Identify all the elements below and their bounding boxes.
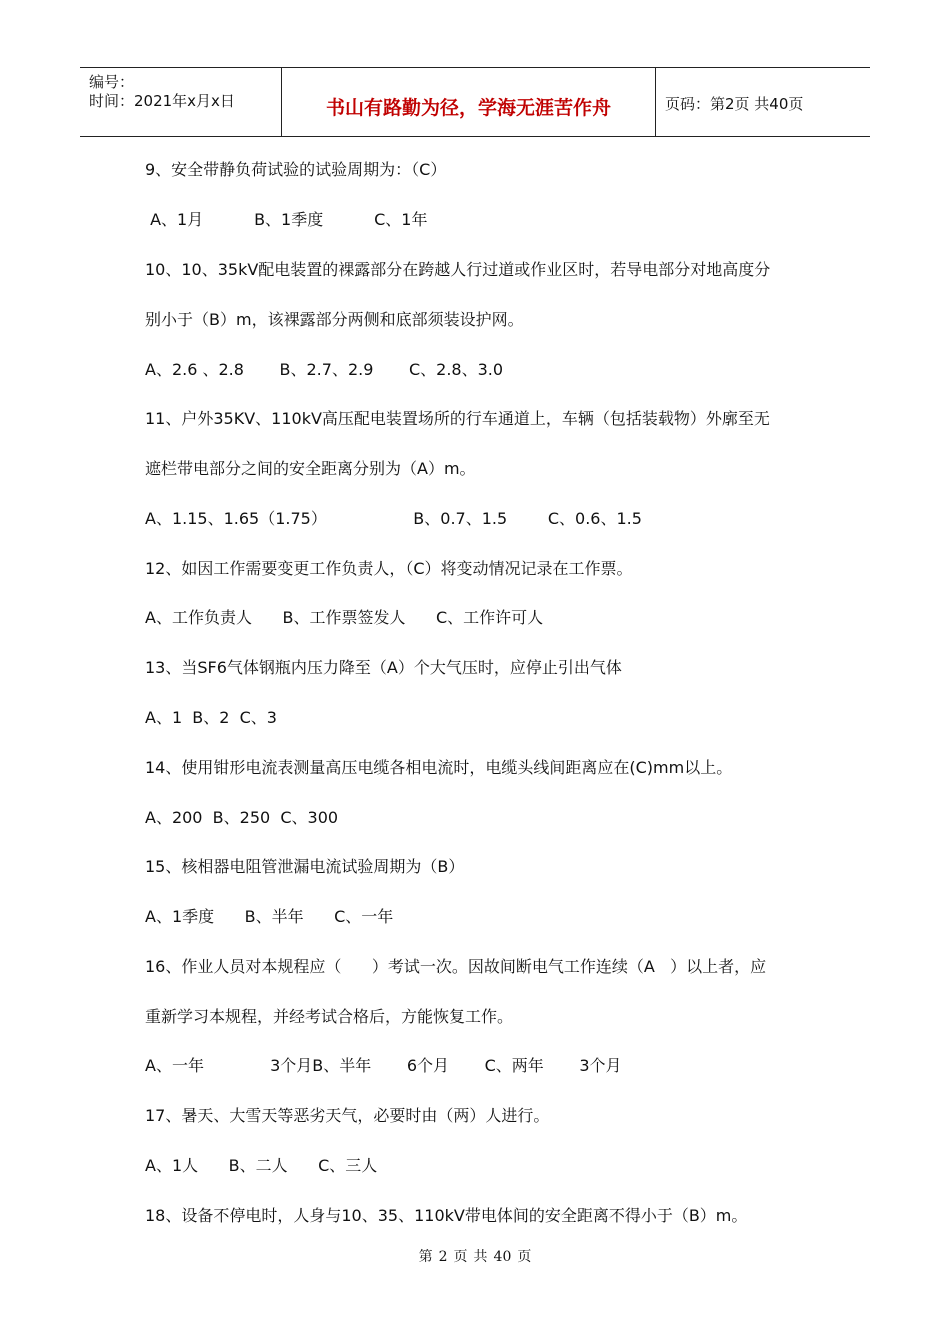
question-11-line-2: 遮栏带电部分之间的安全距离分别为（A）m。 bbox=[145, 459, 476, 478]
question-18: 18、设备不停电时，人身与10、35、110kV带电体间的安全距离不得小于（B）m。 bbox=[145, 1206, 748, 1225]
question-16-line-2: 重新学习本规程，并经考试合格后，方能恢复工作。 bbox=[145, 1007, 514, 1026]
question-13: 13、当SF6气体钢瓶内压力降至（A）个大气压时，应停止引出气体 bbox=[145, 658, 622, 677]
header-page-number: 页码：第2页 共40页 bbox=[665, 95, 804, 113]
question-12: 12、如因工作需要变更工作负责人，（C）将变动情况记录在工作票。 bbox=[145, 559, 633, 578]
question-14: 14、使用钳形电流表测量高压电缆各相电流时，电缆头线间距离应在(C)mm以上。 bbox=[145, 758, 733, 777]
options-13: A、1 B、2 C、3 bbox=[145, 708, 277, 727]
header-meta-cell bbox=[80, 68, 281, 136]
question-10-line-2: 别小于（B）m，该裸露部分两侧和底部须装设护网。 bbox=[145, 310, 524, 329]
question-16-line-1: 16、作业人员对本规程应（ ）考试一次。因故间断电气工作连续（A ）以上者，应 bbox=[145, 957, 767, 976]
question-10-line-1: 10、10、35kV配电装置的裸露部分在跨越人行过道或作业区时，若导电部分对地高度分 bbox=[145, 260, 771, 279]
options-9: A、1月 B、1季度 C、1年 bbox=[145, 210, 428, 229]
options-12: A、工作负责人 B、工作票签发人 C、工作许可人 bbox=[145, 608, 544, 627]
options-10: A、2.6 、2.8 B、2.7、2.9 C、2.8、3.0 bbox=[145, 360, 504, 379]
options-15: A、1季度 B、半年 C、一年 bbox=[145, 907, 394, 926]
page-header bbox=[80, 67, 870, 137]
options-16: A、一年 3个月B、半年 6个月 C、两年 3个月 bbox=[145, 1056, 622, 1075]
footer-page: 2 bbox=[438, 1249, 448, 1265]
footer-ye-end: 页 bbox=[517, 1249, 532, 1265]
page-footer bbox=[0, 1246, 950, 1266]
question-15: 15、核相器电阻管泄漏电流试验周期为（B） bbox=[145, 857, 465, 876]
header-page-cell bbox=[655, 68, 870, 136]
options-11: A、1.15、1.65（1.75） B、0.7、1.5 C、0.6、1.5 bbox=[145, 509, 642, 528]
footer-gong: 共 bbox=[473, 1249, 488, 1265]
doc-date-label: 时间：2021年x月x日 bbox=[89, 92, 235, 110]
options-17: A、1人 B、二人 C、三人 bbox=[145, 1156, 378, 1175]
question-11-line-1: 11、户外35KV、110kV高压配电装置场所的行车通道上，车辆（包括装载物）外廓至无 bbox=[145, 409, 770, 428]
footer-total: 40 bbox=[493, 1249, 512, 1265]
question-9: 9、安全带静负荷试验的试验周期为：（C） bbox=[145, 160, 447, 179]
footer-ye: 页 bbox=[453, 1249, 468, 1265]
header-motto-cell bbox=[281, 68, 656, 136]
header-motto: 书山有路勤为径，学海无涯苦作舟 bbox=[325, 97, 611, 119]
options-14: A、200 B、250 C、300 bbox=[145, 808, 339, 827]
question-17: 17、暑天、大雪天等恶劣天气，必要时由（两）人进行。 bbox=[145, 1106, 550, 1125]
doc-id-label: 编号： bbox=[89, 73, 135, 91]
footer-di: 第 bbox=[418, 1249, 433, 1265]
